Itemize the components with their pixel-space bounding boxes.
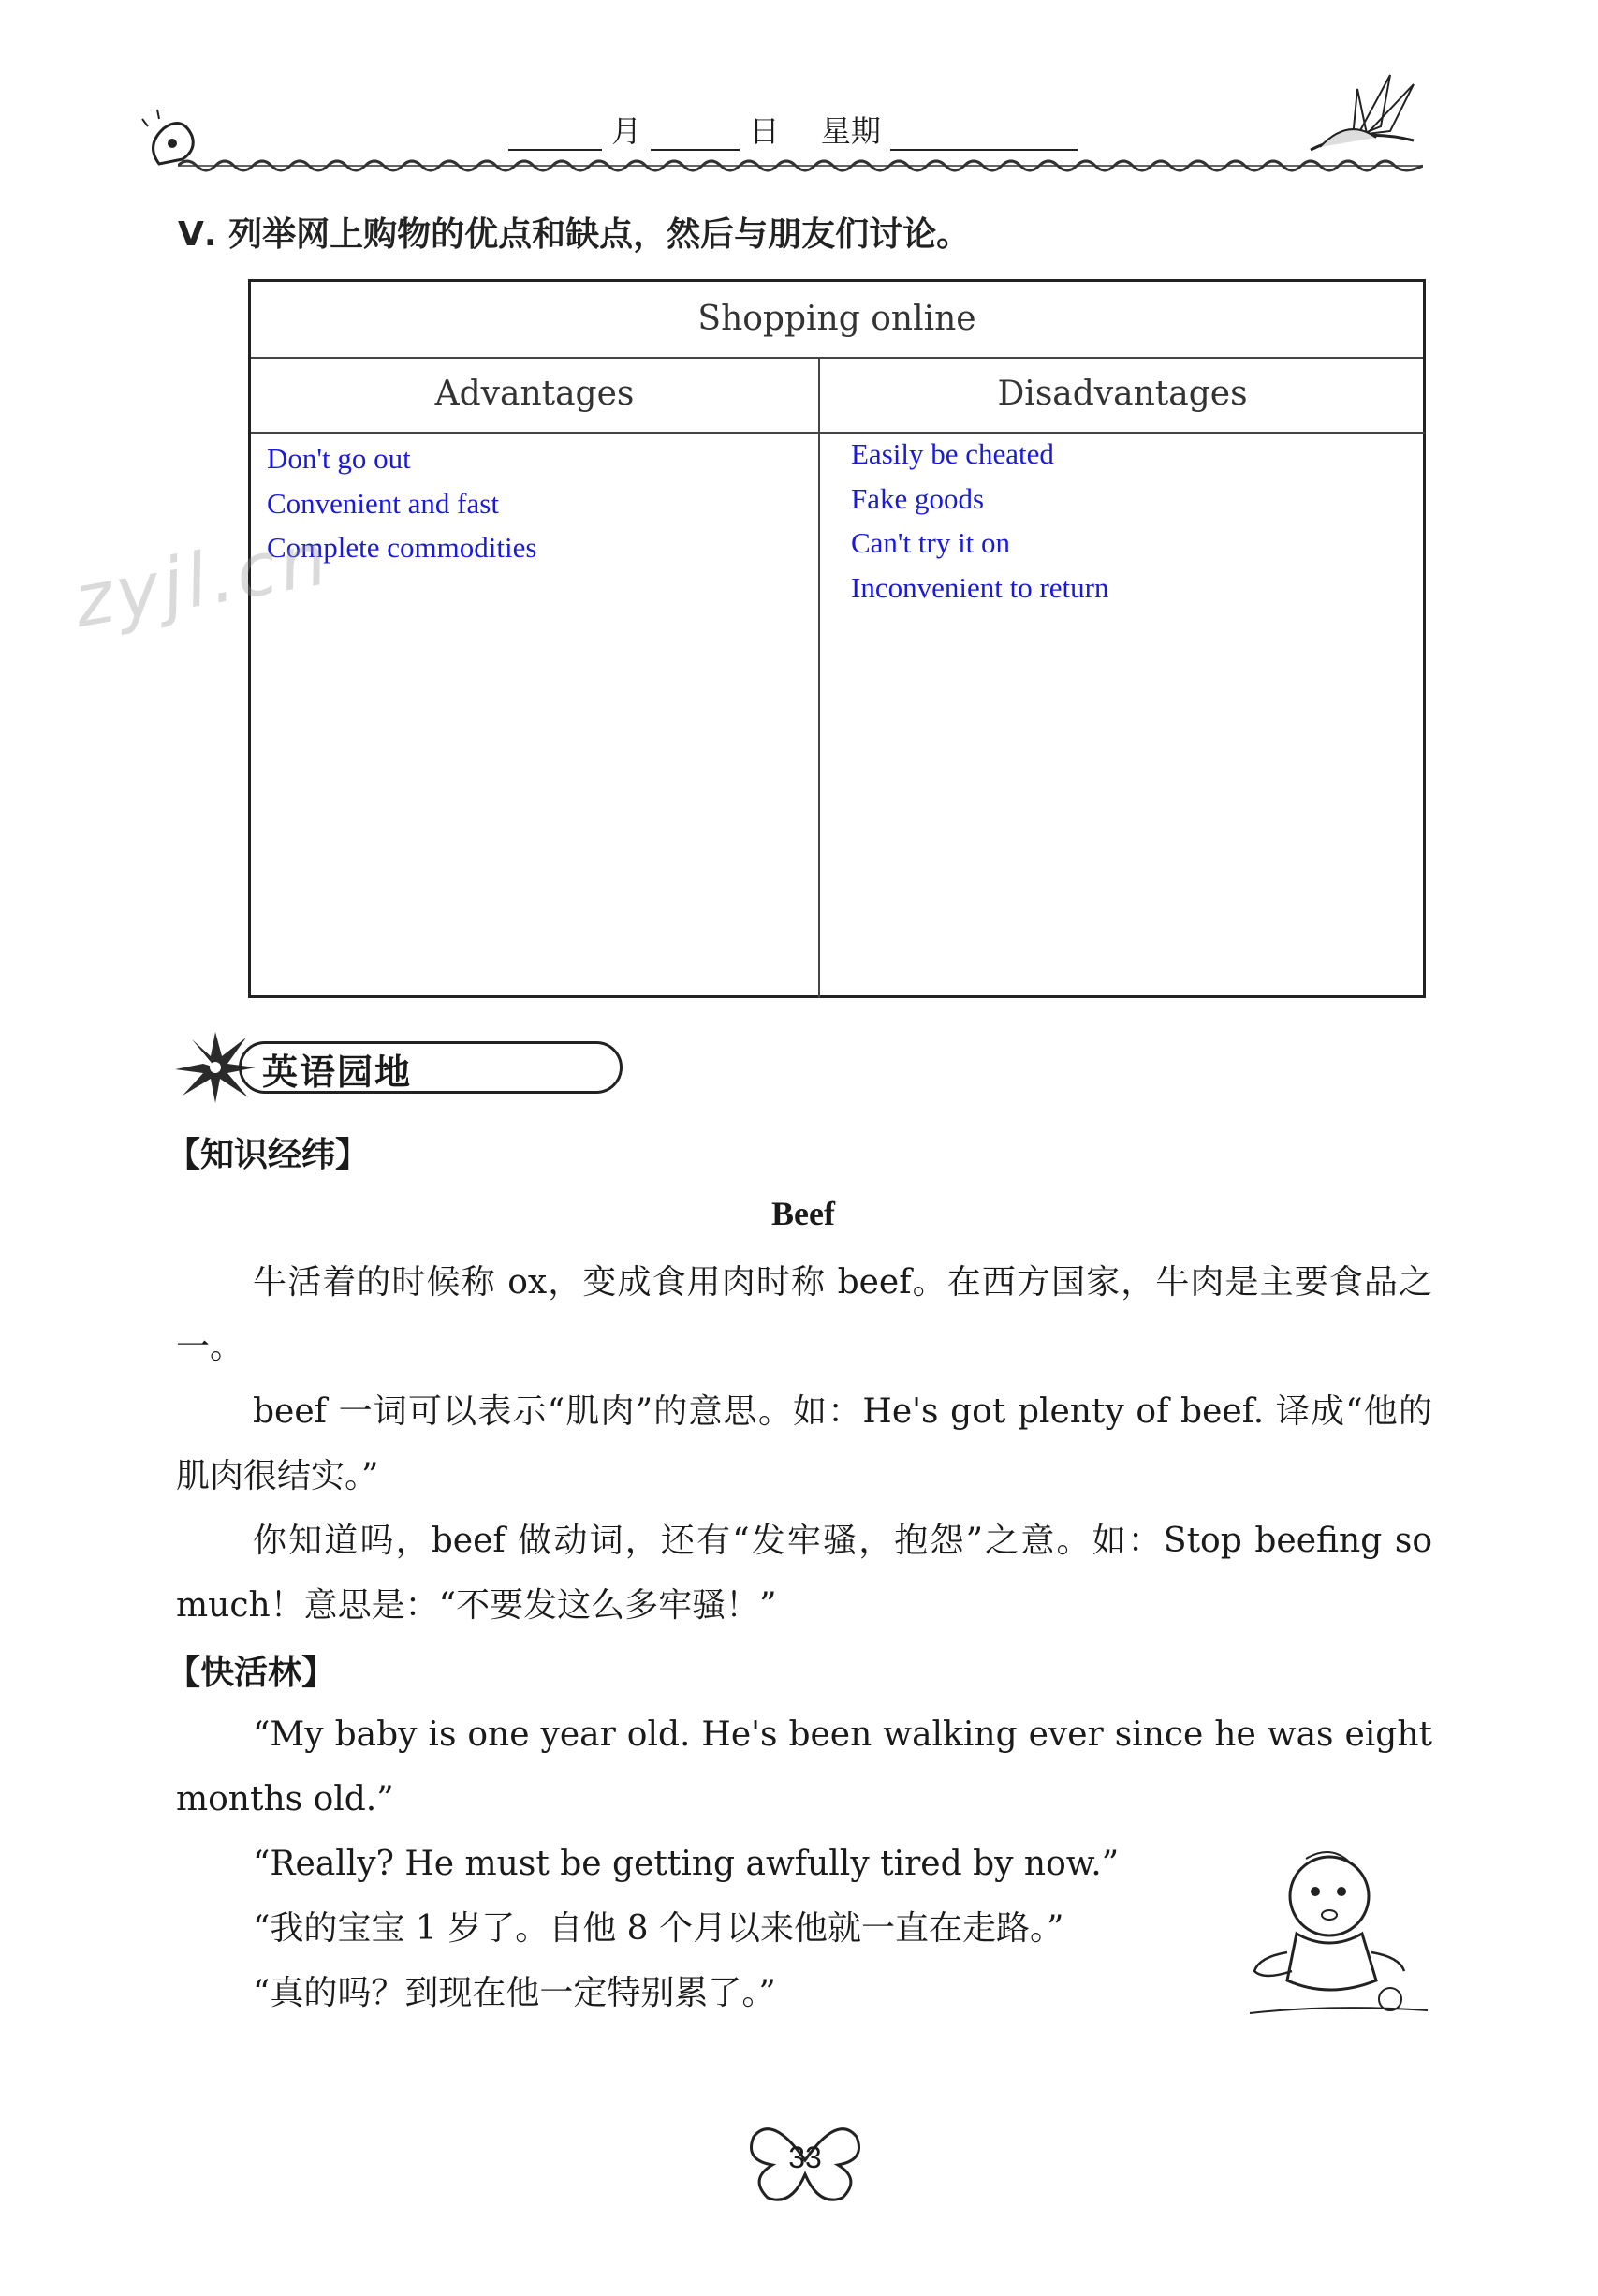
date-fields (508, 108, 1078, 151)
day-blank[interactable] (651, 117, 740, 151)
list-item: Don't go out (267, 442, 411, 475)
list-item: Can't try it on (851, 526, 1011, 559)
disadvantages-list[interactable] (851, 432, 1108, 610)
day-label: 日 (749, 113, 780, 149)
baby-illustration (1240, 1840, 1437, 2027)
shopping-online-table (248, 279, 1426, 998)
joke-paragraph-2: “Really? He must be getting awfully tired by now.” (253, 1845, 1120, 1883)
month-label: 月 (611, 113, 642, 149)
section-v-instruction: Ⅴ. 列举网上购物的优点和缺点，然后与朋友们讨论。 (178, 215, 971, 254)
month-blank[interactable] (508, 117, 602, 151)
page-header (140, 89, 1432, 192)
joke-paragraph-1: “My baby is one year old. He's been walking ever since he was eight months old.” (176, 1715, 1432, 1818)
joke-paragraph-4: “真的吗？到现在他一定特别累了。” (253, 1974, 776, 2012)
joke-paragraph-3: “我的宝宝 1 岁了。自他 8 个月以来他就一直在走路。” (253, 1909, 1064, 1948)
knowledge-heading: 【知识经纬】 (167, 1136, 370, 1174)
table-title: Shopping online (251, 282, 1423, 359)
beef-title: Beef (771, 1195, 835, 1232)
beef-paragraph-1: 牛活着的时候称 ox，变成食用肉时称 beef。在西方国家，牛肉是主要食品之一。 (176, 1263, 1432, 1366)
watermark: zyjl.cn (67, 516, 337, 645)
happy-forest-heading: 【快活林】 (167, 1654, 336, 1692)
page-number-badge (744, 2109, 866, 2212)
rope-divider (178, 155, 1423, 177)
list-item: Convenient and fast (267, 486, 499, 520)
advantages-header: Advantages (251, 357, 818, 434)
list-item: Easily be cheated (851, 437, 1054, 470)
page-number: 33 (788, 2141, 822, 2174)
list-item: Inconvenient to return (851, 570, 1109, 604)
badge-label: 英语园地 (262, 1052, 413, 1093)
disadvantages-header: Disadvantages (820, 357, 1425, 434)
column-divider (818, 357, 820, 998)
week-label: 星期 (820, 113, 881, 149)
beef-paragraph-2: beef 一词可以表示“肌肉”的意思。如：He's got plenty of beef. 译成“他的肌肉很结实。” (176, 1392, 1432, 1495)
list-item: Complete commodities (267, 531, 537, 564)
list-item: Fake goods (851, 481, 985, 515)
beef-paragraph-3: 你知道吗，beef 做动词，还有“发牢骚，抱怨”之意。如：Stop beefing so much！意思是：“不要发这么多牢骚！” (176, 1522, 1432, 1625)
english-garden-badge (173, 1030, 454, 1105)
week-blank[interactable] (890, 117, 1078, 151)
bird-of-paradise-flower-icon (1301, 61, 1432, 164)
